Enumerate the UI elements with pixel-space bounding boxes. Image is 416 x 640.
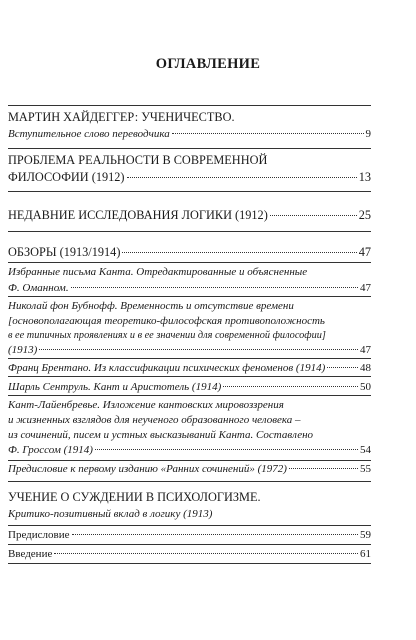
page-number: 59 (360, 529, 371, 541)
logic-entry[interactable] (8, 208, 371, 222)
divider (8, 191, 371, 192)
divider (8, 262, 371, 263)
reviews-entry[interactable] (8, 245, 371, 259)
review-entry-sentroul[interactable] (8, 380, 371, 394)
page-number: 54 (360, 444, 371, 456)
divider (8, 395, 371, 396)
entry-label: ОБЗОРЫ (1913/1914) (8, 245, 121, 259)
toc-heading: ОГЛАВЛЕНИЕ (155, 56, 261, 72)
entry-label: ФИЛОСОФИИ (1912) (8, 170, 125, 184)
review-line: в ее типичных проявлениях и в ее значении для современной философии] (8, 330, 326, 341)
leader-dots (39, 349, 358, 350)
heidegger-intro-entry[interactable] (8, 127, 371, 141)
review-entry-kant-breviary[interactable] (8, 443, 371, 457)
entry-label: Предисловие к первому изданию «Ранних сочинений» (1972) (8, 463, 287, 475)
review-line: Кант-Лайенбревье. Изложение кантовских мировоззрения (8, 399, 284, 411)
review-entry-kant-letters[interactable] (8, 281, 371, 295)
divider (8, 376, 371, 377)
review-entry-bubnoff[interactable] (8, 343, 371, 357)
divider (8, 525, 371, 526)
entry-label: Шарль Сентруль. Кант и Аристотель (1914) (8, 381, 222, 393)
page-number: 50 (360, 381, 371, 393)
judgment-title: УЧЕНИЕ О СУЖДЕНИИ В ПСИХОЛОГИЗМЕ. (8, 490, 261, 504)
divider (8, 358, 371, 359)
divider (8, 296, 371, 297)
review-line: Николай фон Бубнофф. Временность и отсутствие времени (8, 300, 294, 312)
leader-dots (127, 177, 357, 178)
review-line: и жизненных взглядов для неученого образованного человека – (8, 414, 301, 426)
page-number: 13 (358, 170, 371, 184)
review-entry-preface-1972[interactable] (8, 462, 371, 476)
page-number: 47 (360, 344, 371, 356)
divider (8, 148, 371, 149)
leader-dots (270, 215, 357, 216)
entry-label: Вступительное слово переводчика (8, 128, 170, 140)
page-number: 61 (360, 548, 371, 560)
reality-title-line1: ПРОБЛЕМА РЕАЛЬНОСТИ В СОВРЕМЕННОЙ (8, 153, 268, 167)
leader-dots (223, 386, 358, 387)
heidegger-title: МАРТИН ХАЙДЕГГЕР: УЧЕНИЧЕСТВО. (8, 110, 235, 124)
entry-label: (1913) (8, 344, 38, 356)
judgment-subtitle: Критико-позитивный вклад в логику (1913) (8, 508, 213, 520)
entry-label: Ф. Оманном. (8, 282, 69, 294)
divider (8, 460, 371, 461)
page-number: 47 (360, 282, 371, 294)
divider (8, 544, 371, 545)
leader-dots (122, 252, 356, 253)
leader-dots (289, 468, 358, 469)
divider (8, 231, 371, 232)
divider (8, 105, 371, 106)
judgment-entry-preface[interactable] (8, 528, 371, 542)
leader-dots (72, 534, 359, 535)
leader-dots (54, 553, 358, 554)
review-line: [основополагающая теоретико-философская противоположность (8, 315, 325, 327)
entry-label: Ф. Гроссом (1914) (8, 444, 93, 456)
page-number: 9 (365, 128, 371, 140)
judgment-entry-intro[interactable] (8, 547, 371, 561)
divider (8, 563, 371, 564)
entry-label: НЕДАВНИЕ ИССЛЕДОВАНИЯ ЛОГИКИ (1912) (8, 208, 268, 222)
leader-dots (327, 367, 358, 368)
divider (8, 481, 371, 482)
bleed-through-text (70, 80, 72, 90)
page-number: 47 (358, 245, 371, 259)
entry-label: Введение (8, 548, 53, 560)
leader-dots (172, 133, 364, 134)
entry-label: Франц Брентано. Из классификации психических феноменов (1914) (8, 362, 326, 374)
leader-dots (95, 449, 358, 450)
page-number: 55 (360, 463, 371, 475)
review-line: Избранные письма Канта. Отредактированные и объясненные (8, 266, 308, 278)
review-entry-brentano[interactable] (8, 361, 371, 375)
reality-entry[interactable] (8, 170, 371, 184)
entry-label: Предисловие (8, 529, 70, 541)
review-line: из сочинений, писем и устных высказываний Канта. Составлено (8, 429, 314, 441)
page-number: 25 (358, 208, 371, 222)
page-number: 48 (360, 362, 371, 374)
leader-dots (71, 287, 358, 288)
